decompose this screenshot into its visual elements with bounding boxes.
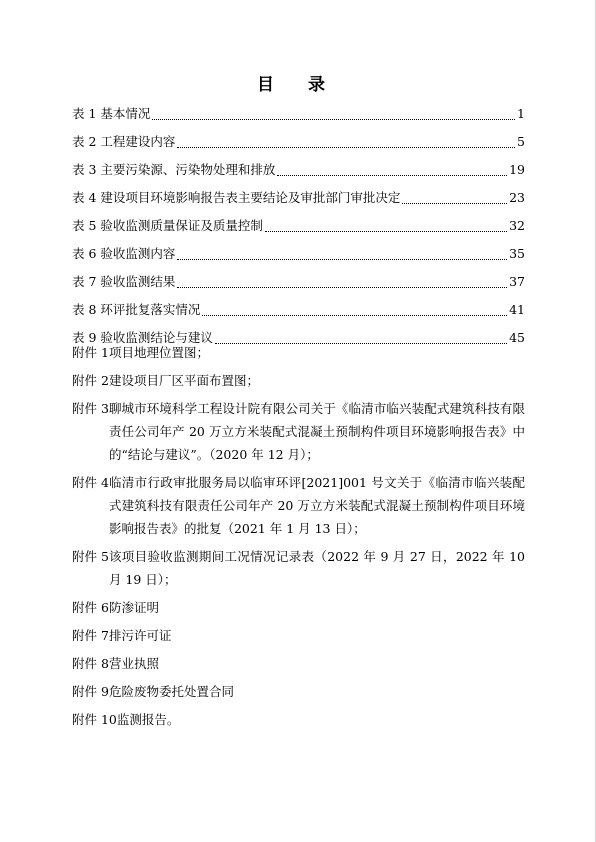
toc-entry-page: 5 (517, 134, 525, 149)
toc-leader-dots (152, 119, 515, 120)
attachment-item (72, 471, 525, 540)
attachment-text: 防渗证明 (108, 600, 159, 615)
toc-entry-page: 35 (509, 246, 525, 261)
toc-entry-label: 表 9 验收监测结论与建议 (72, 330, 213, 345)
table-of-contents (72, 100, 525, 352)
toc-entry-label: 表 2 工程建设内容 (72, 134, 176, 149)
toc-entry-label: 表 4 建设项目环境影响报告表主要结论及审批部门审批决定 (72, 190, 401, 205)
attachment-item (72, 652, 525, 675)
toc-entry (72, 184, 525, 212)
attachment-text: 该项目验收监测期间工况情况记录表（2022 年 9 月 27 日，2022 年 10 月 19 日）； (108, 549, 525, 587)
toc-entry-page: 32 (509, 218, 525, 233)
toc-entry (72, 296, 525, 324)
toc-leader-dots (277, 175, 507, 176)
toc-entry (72, 268, 525, 296)
toc-entry (72, 240, 525, 268)
toc-leader-dots (202, 315, 507, 316)
toc-entry-label: 表 7 验收监测结果 (72, 274, 176, 289)
attachment-item (72, 341, 525, 364)
toc-leader-dots (177, 287, 507, 288)
attachment-item (72, 596, 525, 619)
attachment-label: 附件 8 (72, 656, 109, 671)
attachment-text: 营业执照 (108, 656, 159, 671)
attachment-item (72, 369, 525, 392)
attachment-label: 附件 10 (72, 712, 117, 727)
toc-entry-label: 表 8 环评批复落实情况 (72, 302, 201, 317)
toc-leader-dots (177, 259, 507, 260)
attachment-list (72, 341, 525, 736)
toc-entry-page: 45 (509, 330, 525, 345)
toc-entry (72, 212, 525, 240)
attachment-label: 附件 1 (72, 345, 109, 360)
attachment-label: 附件 7 (72, 628, 109, 643)
toc-leader-dots (402, 203, 507, 204)
attachment-text: 项目地理位置图； (108, 345, 209, 360)
toc-entry-page: 23 (509, 190, 525, 205)
attachment-item (72, 624, 525, 647)
attachment-label: 附件 3 (72, 401, 109, 416)
toc-entry (72, 128, 525, 156)
toc-entry-label: 表 1 基本情况 (72, 106, 151, 121)
attachment-item (72, 397, 525, 466)
toc-entry-label: 表 5 验收监测质量保证及质量控制 (72, 218, 263, 233)
attachment-item (72, 708, 525, 731)
toc-entry-page: 37 (509, 274, 525, 289)
attachment-label: 附件 9 (72, 684, 109, 699)
attachment-text: 危险废物委托处置合同 (108, 684, 234, 699)
attachment-text: 临清市行政审批服务局以临审环评[2021]001 号文关于《临清市临兴装配式建筑科技有限责任公司年产 20 万立方米装配式混凝土预制构件项目环境影响报告表》的批复（2021 年 1 月 13 日）； (108, 475, 525, 536)
attachment-text: 建设项目厂区平面布置图； (108, 373, 259, 388)
attachment-label: 附件 6 (72, 600, 109, 615)
toc-entry-label: 表 6 验收监测内容 (72, 246, 176, 261)
toc-entry (72, 156, 525, 184)
toc-entry (72, 100, 525, 128)
attachment-item (72, 545, 525, 591)
attachment-label: 附件 5 (72, 549, 109, 564)
attachment-label: 附件 2 (72, 373, 109, 388)
toc-entry-page: 41 (509, 302, 525, 317)
attachment-text: 排污许可证 (108, 628, 172, 643)
toc-leader-dots (265, 231, 507, 232)
toc-entry-label: 表 3 主要污染源、污染物处理和排放 (72, 162, 276, 177)
attachment-text: 监测报告。 (116, 712, 180, 727)
attachment-label: 附件 4 (72, 475, 109, 490)
page-title: 目 录 (257, 75, 339, 95)
attachment-text: 聊城市环境科学工程设计院有限公司关于《临清市临兴装配式建筑科技有限责任公司年产 20 万立方米装配式混凝土预制构件项目环境影响报告表》中的“结论与建议”。（2020 年 12 月）； (108, 401, 525, 462)
toc-entry-page: 1 (517, 106, 525, 121)
toc-leader-dots (177, 147, 515, 148)
toc-entry-page: 19 (509, 162, 525, 177)
attachment-item (72, 680, 525, 703)
